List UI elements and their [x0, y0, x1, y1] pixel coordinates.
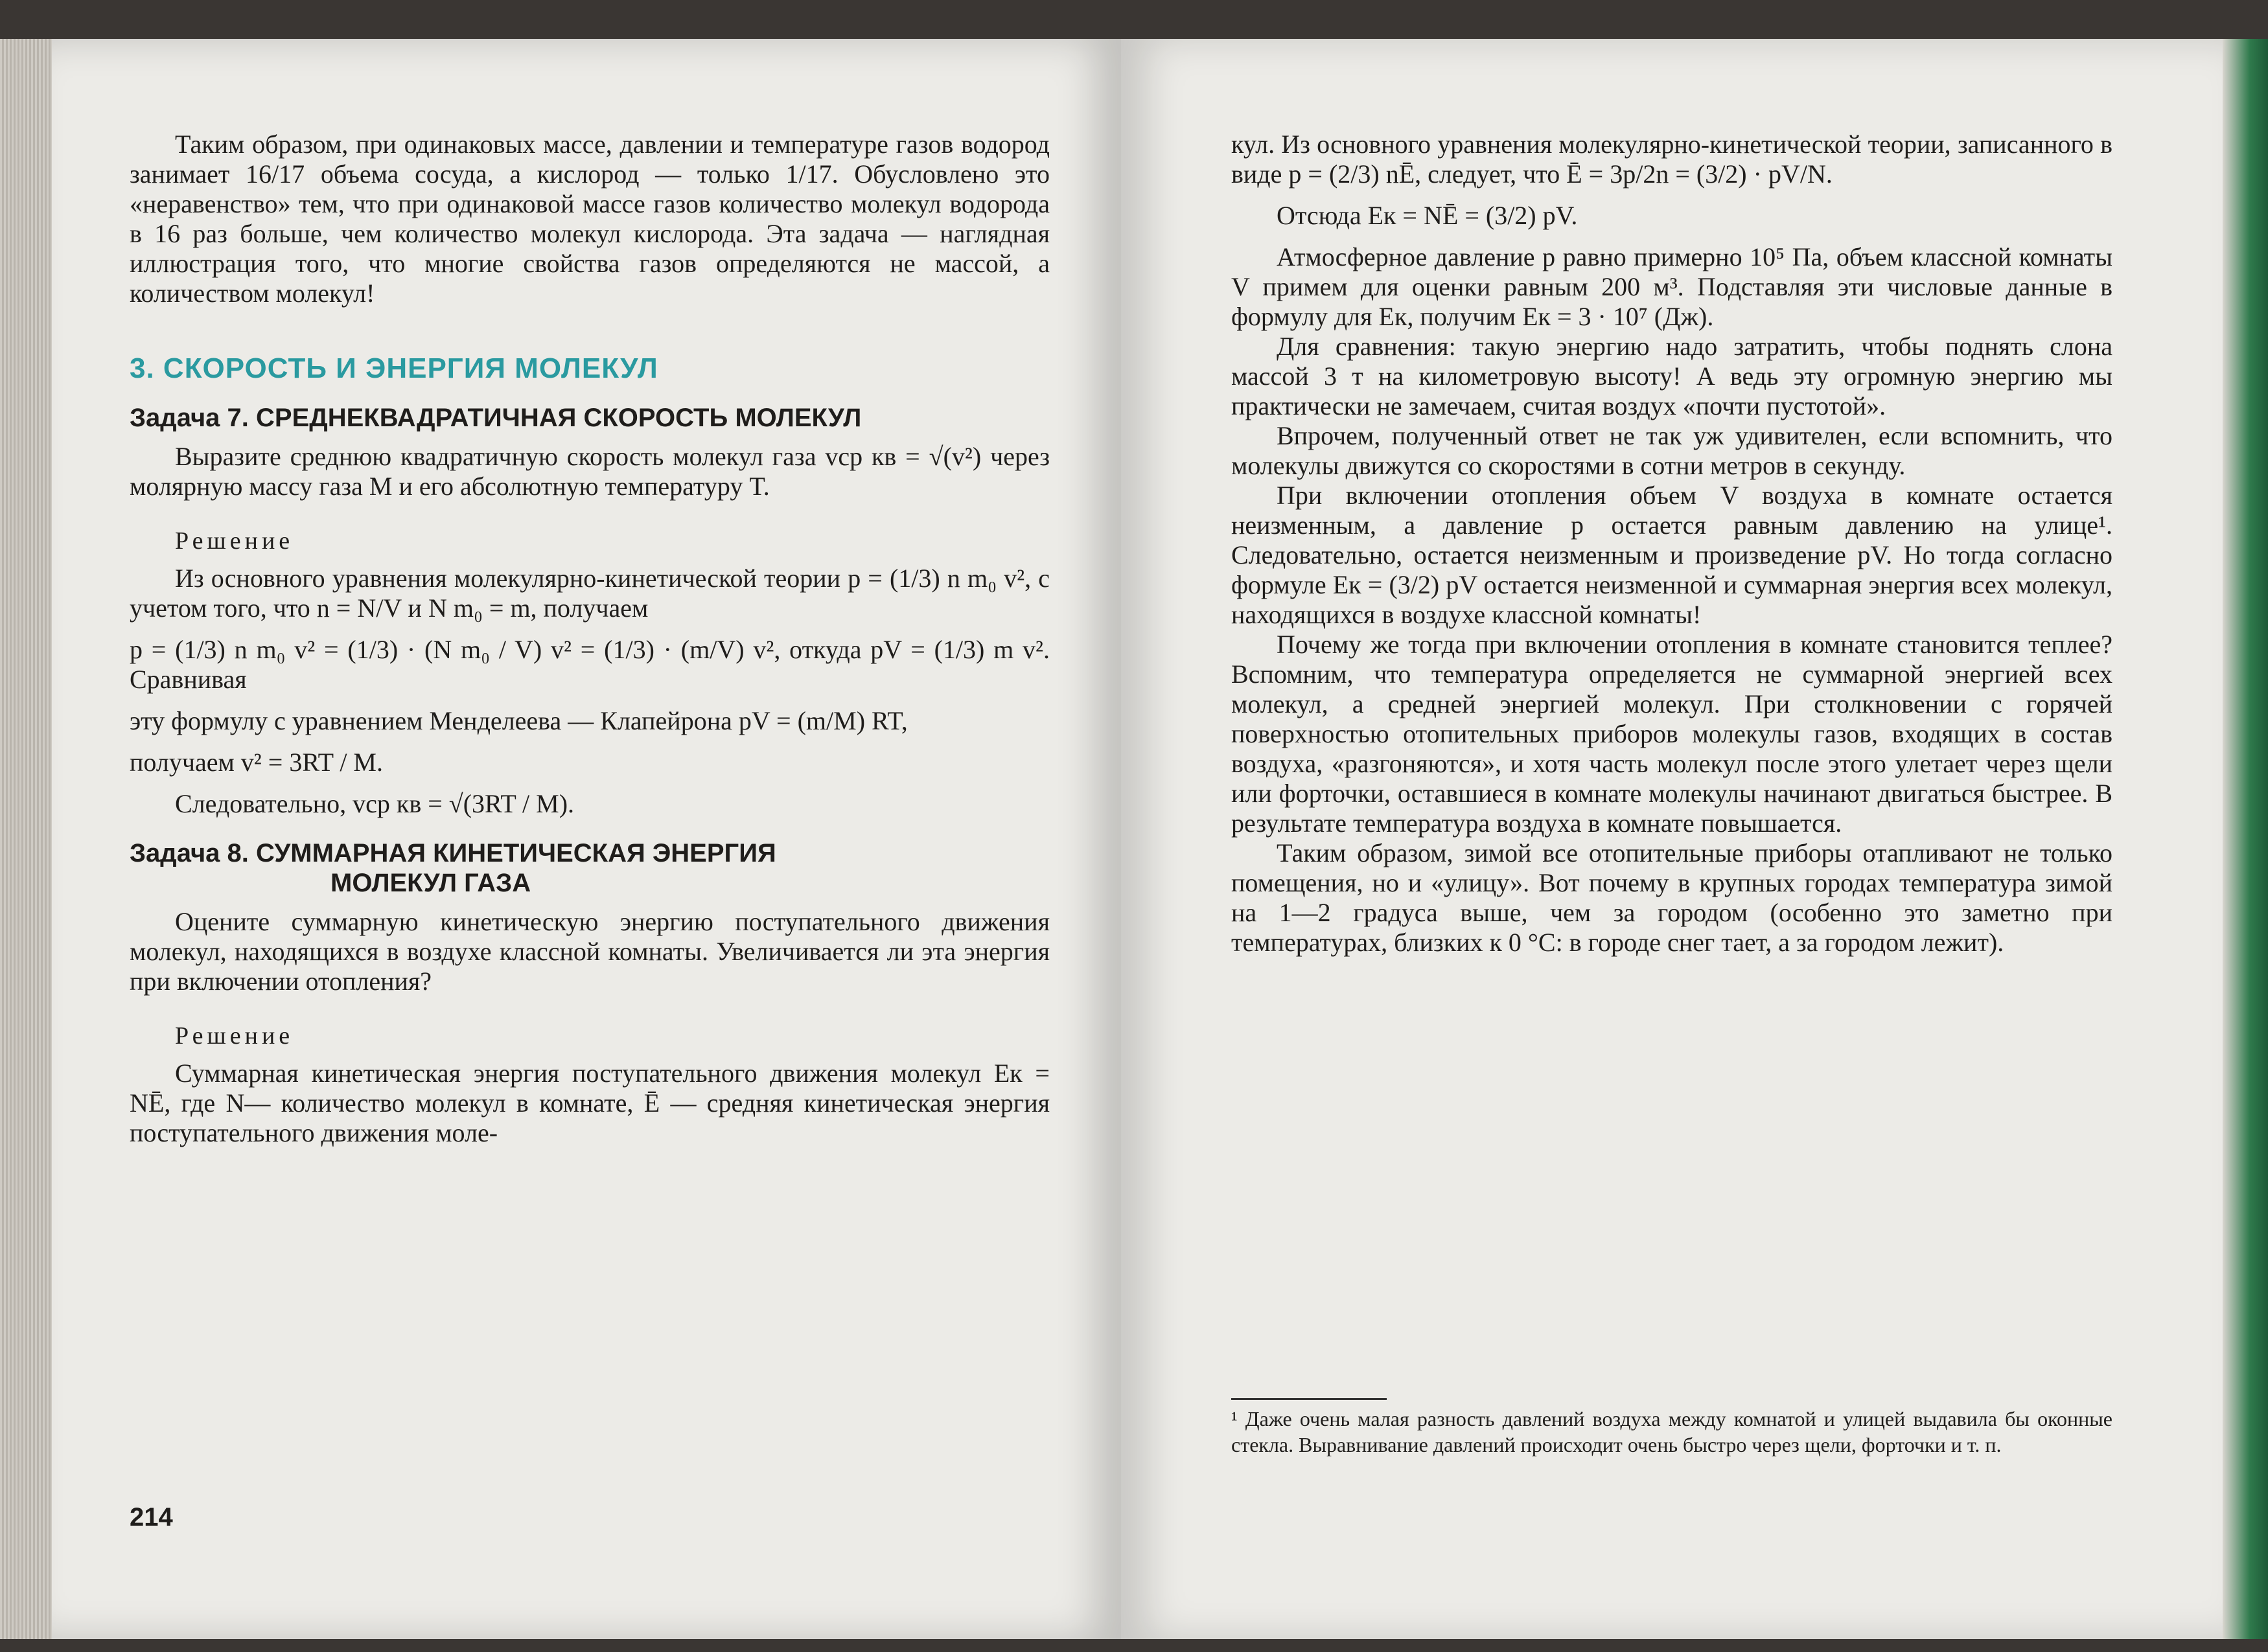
right-para-6: При включении отопления объем V воздуха в комнате остается неизменным, а давление p остается равным давлению на улице¹. Следовательно, остается неизменным и произведение pV. Но тогда согласно формуле Eк = (3/2) pV остается неизменной и суммарная энергия всех молекул, находящихся в воздухе классной комнаты!	[1231, 481, 2112, 629]
right-para-7: Почему же тогда при включении отопления в комнате становится теплее? Вспомним, что температура определяется не суммарной энергией всех молекул, а средней энергией молекул. При столкновении с горячей поверхностью отопительных приборов молекулы газов, входящих в состав воздуха, «разгоняются», и хотя часть молекул после этого улетает через щели или форточки, оставшиеся в комнате молекулы начинают двигаться быстрее. В результате температура воздуха в комнате повышается.	[1231, 630, 2112, 838]
task8-text: Оцените суммарную кинетическую энергию поступательного движения молекул, находящихся в воздухе классной комнаты. Увеличивается ли эта энергия при включении отопления?	[130, 907, 1050, 996]
section-title: 3. СКОРОСТЬ И ЭНЕРГИЯ МОЛЕКУЛ	[130, 352, 658, 384]
task7-solution-3: получаем v² = 3RT / M.	[130, 748, 383, 777]
task7-solution-label: Решение	[175, 527, 294, 555]
task8-solution: Суммарная кинетическая энергия поступательного движения молекул Eк = NĒ, где N— количество молекул в комнате, Ē — средняя кинетическая энергия поступательного движения моле-	[130, 1059, 1050, 1147]
right-para-3: Атмосферное давление p равно примерно 10⁵ Па, объем классной комнаты V примем для оценки равным 200 м³. Подставляя эти числовые данные в формулу для Eк, получим Eк = 3 · 10⁷ (Дж).	[1231, 242, 2112, 331]
right-para-2: Отсюда Eк = NĒ = (3/2) pV.	[1277, 201, 1578, 230]
left-para-1: Таким образом, при одинаковых массе, давлении и температуре газов водород занимает 16/17 объема сосуда, а кислород — только 1/17. Обусловлено это «неравенство» тем, что при одинаковой массе газов количество молекул водорода в 16 раз больше, чем количество молекул кислорода. Эта задача — наглядная иллюстрация того, что многие свойства газов определяются не массой, а количеством молекул!	[130, 130, 1050, 308]
book-page-edges-left	[0, 39, 52, 1639]
task7-solution-2: эту формулу с уравнением Менделеева — Клапейрона pV = (m/M) RT,	[130, 706, 908, 735]
right-page-text	[1231, 130, 2112, 958]
task7-formula-1: p = (1/3) n m₀ v² = (1/3) · (N m₀ / V) v² = (1/3) · (m/V) v², откуда pV = (1/3) m v². Сравнивая	[130, 635, 1050, 694]
task7-conclusion: Следовательно, vср кв = √(3RT / M).	[175, 789, 575, 818]
task8-title-line2: МОЛЕКУЛ ГАЗА	[330, 869, 531, 897]
task7-solution-1: Из основного уравнения молекулярно-кинетической теории p = (1/3) n m₀ v², с учетом того, что n = N/V и N m₀ = m, получаем	[130, 564, 1050, 623]
task8-solution-label: Решение	[175, 1022, 294, 1050]
task7-title: Задача 7. СРЕДНЕКВАДРАТИЧНАЯ СКОРОСТЬ МОЛЕКУЛ	[130, 404, 862, 432]
task7-text: Выразите среднюю квадратичную скорость молекул газа vср кв = √(v²) через молярную массу газа M и его абсолютную температуру T.	[130, 442, 1050, 501]
right-para-4: Для сравнения: такую энергию надо затратить, чтобы поднять слона массой 3 т на километровую высоту! А ведь эту огромную энергию мы практически не замечаем, считая воздух «почти пустотой».	[1231, 332, 2112, 420]
right-para-5: Впрочем, полученный ответ не так уж удивителен, если вспомнить, что молекулы движутся со скоростями в сотни метров в секунду.	[1231, 421, 2112, 480]
right-para-1: кул. Из основного уравнения молекулярно-кинетической теории, записанного в виде p = (2/3) nĒ, следует, что Ē = 3p/2n = (3/2) · pV/N.	[1231, 130, 2112, 189]
footnote: ¹ Даже очень малая разность давлений воздуха между комнатой и улицей выдавила бы оконные стекла. Выравнивание давлений происходит очень быстро через щели, форточки и т. п.	[1231, 1407, 2112, 1456]
footnote-divider	[1231, 1398, 1387, 1400]
task8-title	[130, 838, 1050, 898]
right-para-8: Таким образом, зимой все отопительные приборы отапливают не только помещения, но и «улицу». Вот почему в крупных городах температура зимой на 1—2 градуса выше, чем за городом (особенно это заметно при температурах, близких к 0 °С: в городе снег тает, а за городом лежит).	[1231, 838, 2112, 957]
page-number: 214	[130, 1503, 173, 1532]
task8-title-line1: Задача 8. СУММАРНАЯ КИНЕТИЧЕСКАЯ ЭНЕРГИЯ	[130, 839, 776, 867]
book-cover-edge-right	[2223, 39, 2268, 1639]
left-page-text	[130, 130, 1050, 1148]
